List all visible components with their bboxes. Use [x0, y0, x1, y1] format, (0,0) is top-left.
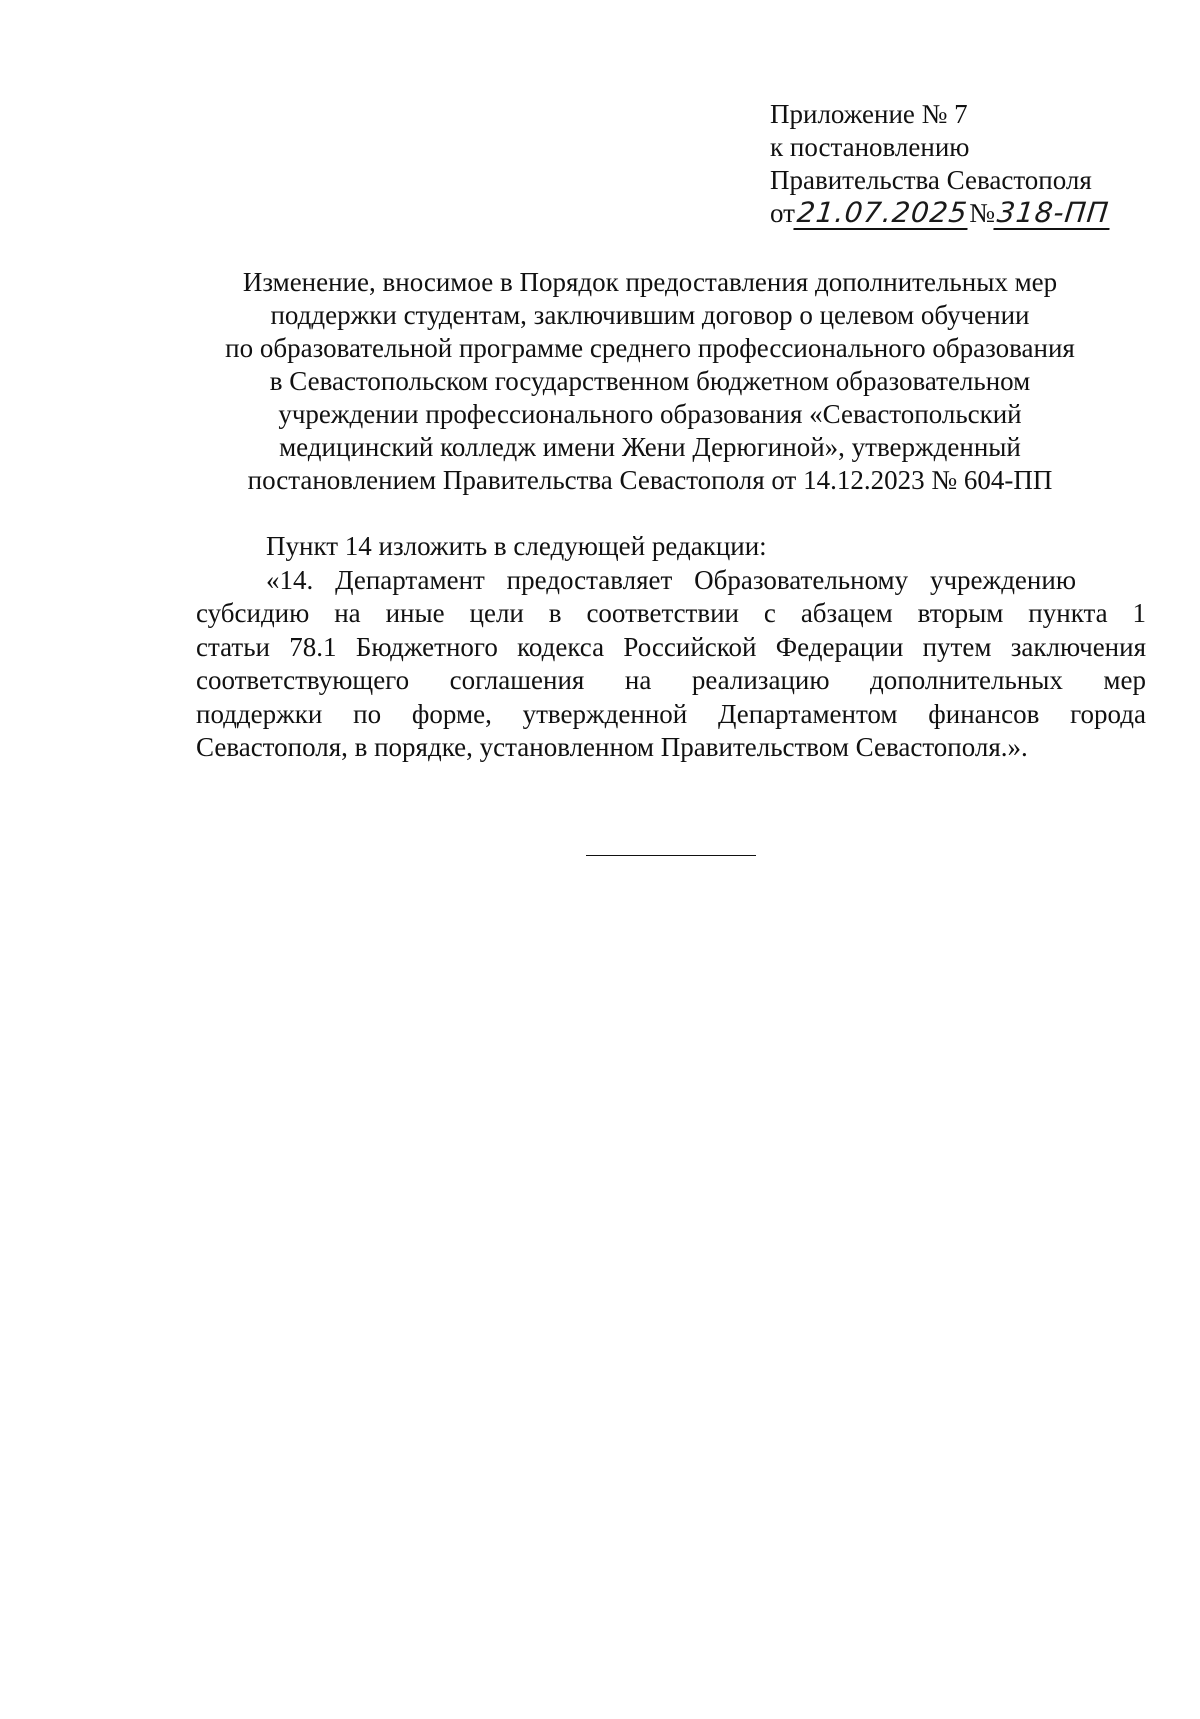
- paragraph-line: «14. Департамент предоставляет Образовательному учреждению: [266, 564, 1076, 595]
- appendix-header: [770, 98, 1150, 230]
- document-body: [196, 530, 1146, 765]
- title-line: по образовательной программе среднего профессионального образования: [225, 333, 1075, 363]
- paragraph-line: поддержки по форме, утвержденной Департаментом финансов города: [196, 698, 1146, 729]
- title-line: поддержки студентам, заключившим договор о целевом обучении: [270, 300, 1030, 330]
- handwritten-date: 21.07.2025: [793, 199, 971, 230]
- appendix-number: Приложение № 7: [770, 99, 968, 129]
- number-label: №: [969, 198, 996, 228]
- title-line: учреждении профессионального образования «Севастопольский: [278, 399, 1022, 429]
- appendix-date-number-line: [770, 197, 1150, 230]
- title-line: Изменение, вносимое в Порядок предоставления дополнительных мер: [242, 267, 1058, 297]
- body-intro: Пункт 14 изложить в следующей редакции:: [266, 531, 767, 561]
- title-line: медицинский колледж имени Жени Дерюгиной», утвержденный: [279, 432, 1021, 462]
- end-separator-line: [586, 855, 756, 856]
- appendix-government: Правительства Севастополя: [770, 165, 1092, 195]
- handwritten-number: 318-ПП: [993, 199, 1112, 230]
- paragraph-line: субсидию на иные цели в соответствии с абзацем вторым пункта 1: [196, 598, 1146, 628]
- from-label: от: [770, 198, 795, 228]
- document-title: [150, 266, 1150, 497]
- title-line: в Севастопольском государственном бюджетном образовательном: [269, 366, 1031, 396]
- paragraph-line: статьи 78.1 Бюджетного кодекса Российской Федерации путем заключения: [196, 631, 1146, 662]
- appendix-resolution-ref: к постановлению: [770, 132, 970, 162]
- title-line: постановлением Правительства Севастополя от 14.12.2023 № 604-ПП: [247, 465, 1053, 495]
- paragraph-line: соответствующего соглашения на реализацию дополнительных мер: [196, 665, 1146, 695]
- paragraph-last-line: Севастополя, в порядке, установленном Правительством Севастополя.».: [196, 732, 1028, 762]
